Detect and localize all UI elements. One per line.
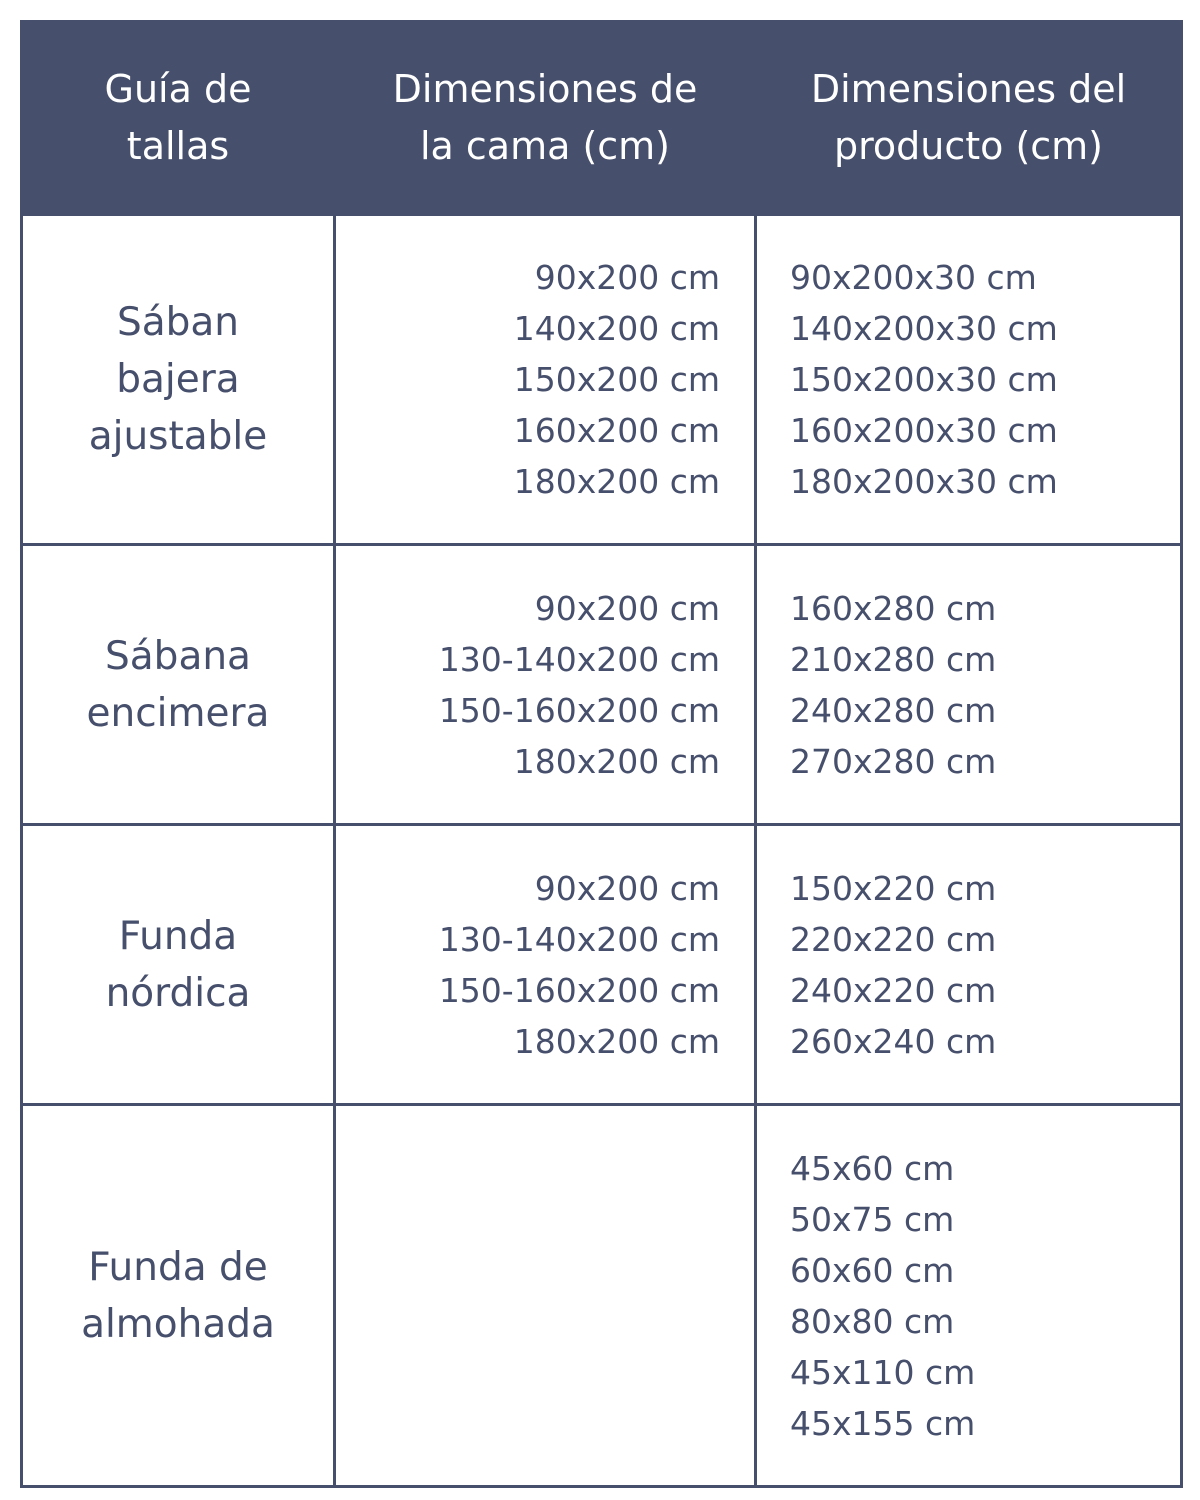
table-row	[22, 215, 1182, 545]
header-line: Dimensiones del	[810, 67, 1127, 111]
bed-dimension: 140x200 cm	[513, 309, 720, 348]
product-type-cell	[22, 825, 335, 1105]
product-dimension: 60x60 cm	[790, 1250, 955, 1290]
product-type-line: nórdica	[105, 970, 251, 1016]
bed-dimension: 90x200 cm	[534, 258, 720, 297]
header-line: tallas	[126, 124, 230, 168]
bed-dimension: 180x200 cm	[513, 462, 720, 501]
product-dimensions-cell	[756, 825, 1182, 1105]
bed-dimensions-cell	[335, 215, 756, 545]
product-dimension: 160x280 cm	[790, 588, 997, 628]
product-dimension: 260x240 cm	[790, 1021, 997, 1061]
bed-dimension: 160x200 cm	[513, 411, 720, 450]
header-line: producto (cm)	[833, 124, 1104, 168]
bed-dimensions-cell	[335, 825, 756, 1105]
header-product-dimensions	[756, 22, 1182, 215]
product-dimension: 240x220 cm	[790, 970, 997, 1010]
product-dimension: 160x200x30 cm	[790, 411, 1058, 450]
product-type-line: Sában	[116, 300, 240, 345]
bed-dimension: 130-140x200 cm	[438, 639, 720, 679]
product-dimension: 150x200x30 cm	[790, 360, 1058, 399]
product-dimension: 210x280 cm	[790, 639, 997, 679]
product-dimension: 80x80 cm	[790, 1301, 955, 1341]
header-line: Dimensiones de	[392, 67, 698, 111]
bed-dimension: 180x200 cm	[513, 1021, 720, 1061]
header-row	[22, 22, 1182, 215]
product-type-line: Funda de	[88, 1244, 268, 1290]
product-dimension: 240x280 cm	[790, 690, 997, 730]
product-type-line: almohada	[81, 1301, 275, 1347]
bed-dimension: 180x200 cm	[513, 741, 720, 781]
table-row	[22, 825, 1182, 1105]
header-line: la cama (cm)	[419, 124, 671, 168]
product-dimensions-cell	[756, 1105, 1182, 1487]
product-type-line: Sábana	[105, 633, 251, 679]
product-dimension: 140x200x30 cm	[790, 309, 1058, 348]
bed-dimension: 150-160x200 cm	[438, 970, 720, 1010]
bed-dimension: 90x200 cm	[534, 588, 720, 628]
bed-dimension: 150-160x200 cm	[438, 690, 720, 730]
product-dimension: 45x110 cm	[790, 1352, 976, 1392]
product-dimension: 45x60 cm	[790, 1148, 955, 1188]
product-type-cell	[22, 215, 335, 545]
table-row	[22, 545, 1182, 825]
product-type-cell	[22, 1105, 335, 1487]
table-row	[22, 1105, 1182, 1487]
header-line: Guía de	[104, 67, 252, 111]
header-bed-dimensions	[335, 22, 756, 215]
product-type-line: ajustable	[88, 414, 268, 459]
product-dimensions-cell	[756, 215, 1182, 545]
bed-dimensions-cell	[335, 1105, 756, 1487]
product-type-cell	[22, 545, 335, 825]
product-dimension: 180x200x30 cm	[790, 462, 1058, 501]
product-dimension: 220x220 cm	[790, 919, 997, 959]
size-guide-table	[20, 20, 1183, 1488]
product-dimension: 90x200x30 cm	[790, 258, 1037, 297]
bed-dimension: 150x200 cm	[513, 360, 720, 399]
product-type-line: bajera	[116, 357, 240, 402]
product-dimension: 45x155 cm	[790, 1403, 976, 1443]
product-dimension: 270x280 cm	[790, 741, 997, 781]
product-dimension: 150x220 cm	[790, 868, 997, 908]
product-type-line: Funda	[118, 913, 238, 959]
bed-dimension: 130-140x200 cm	[438, 919, 720, 959]
product-type-line: encimera	[86, 690, 270, 736]
bed-dimension: 90x200 cm	[534, 868, 720, 908]
header-size-guide	[22, 22, 335, 215]
product-dimensions-cell	[756, 545, 1182, 825]
bed-dimensions-cell	[335, 545, 756, 825]
product-dimension: 50x75 cm	[790, 1199, 955, 1239]
